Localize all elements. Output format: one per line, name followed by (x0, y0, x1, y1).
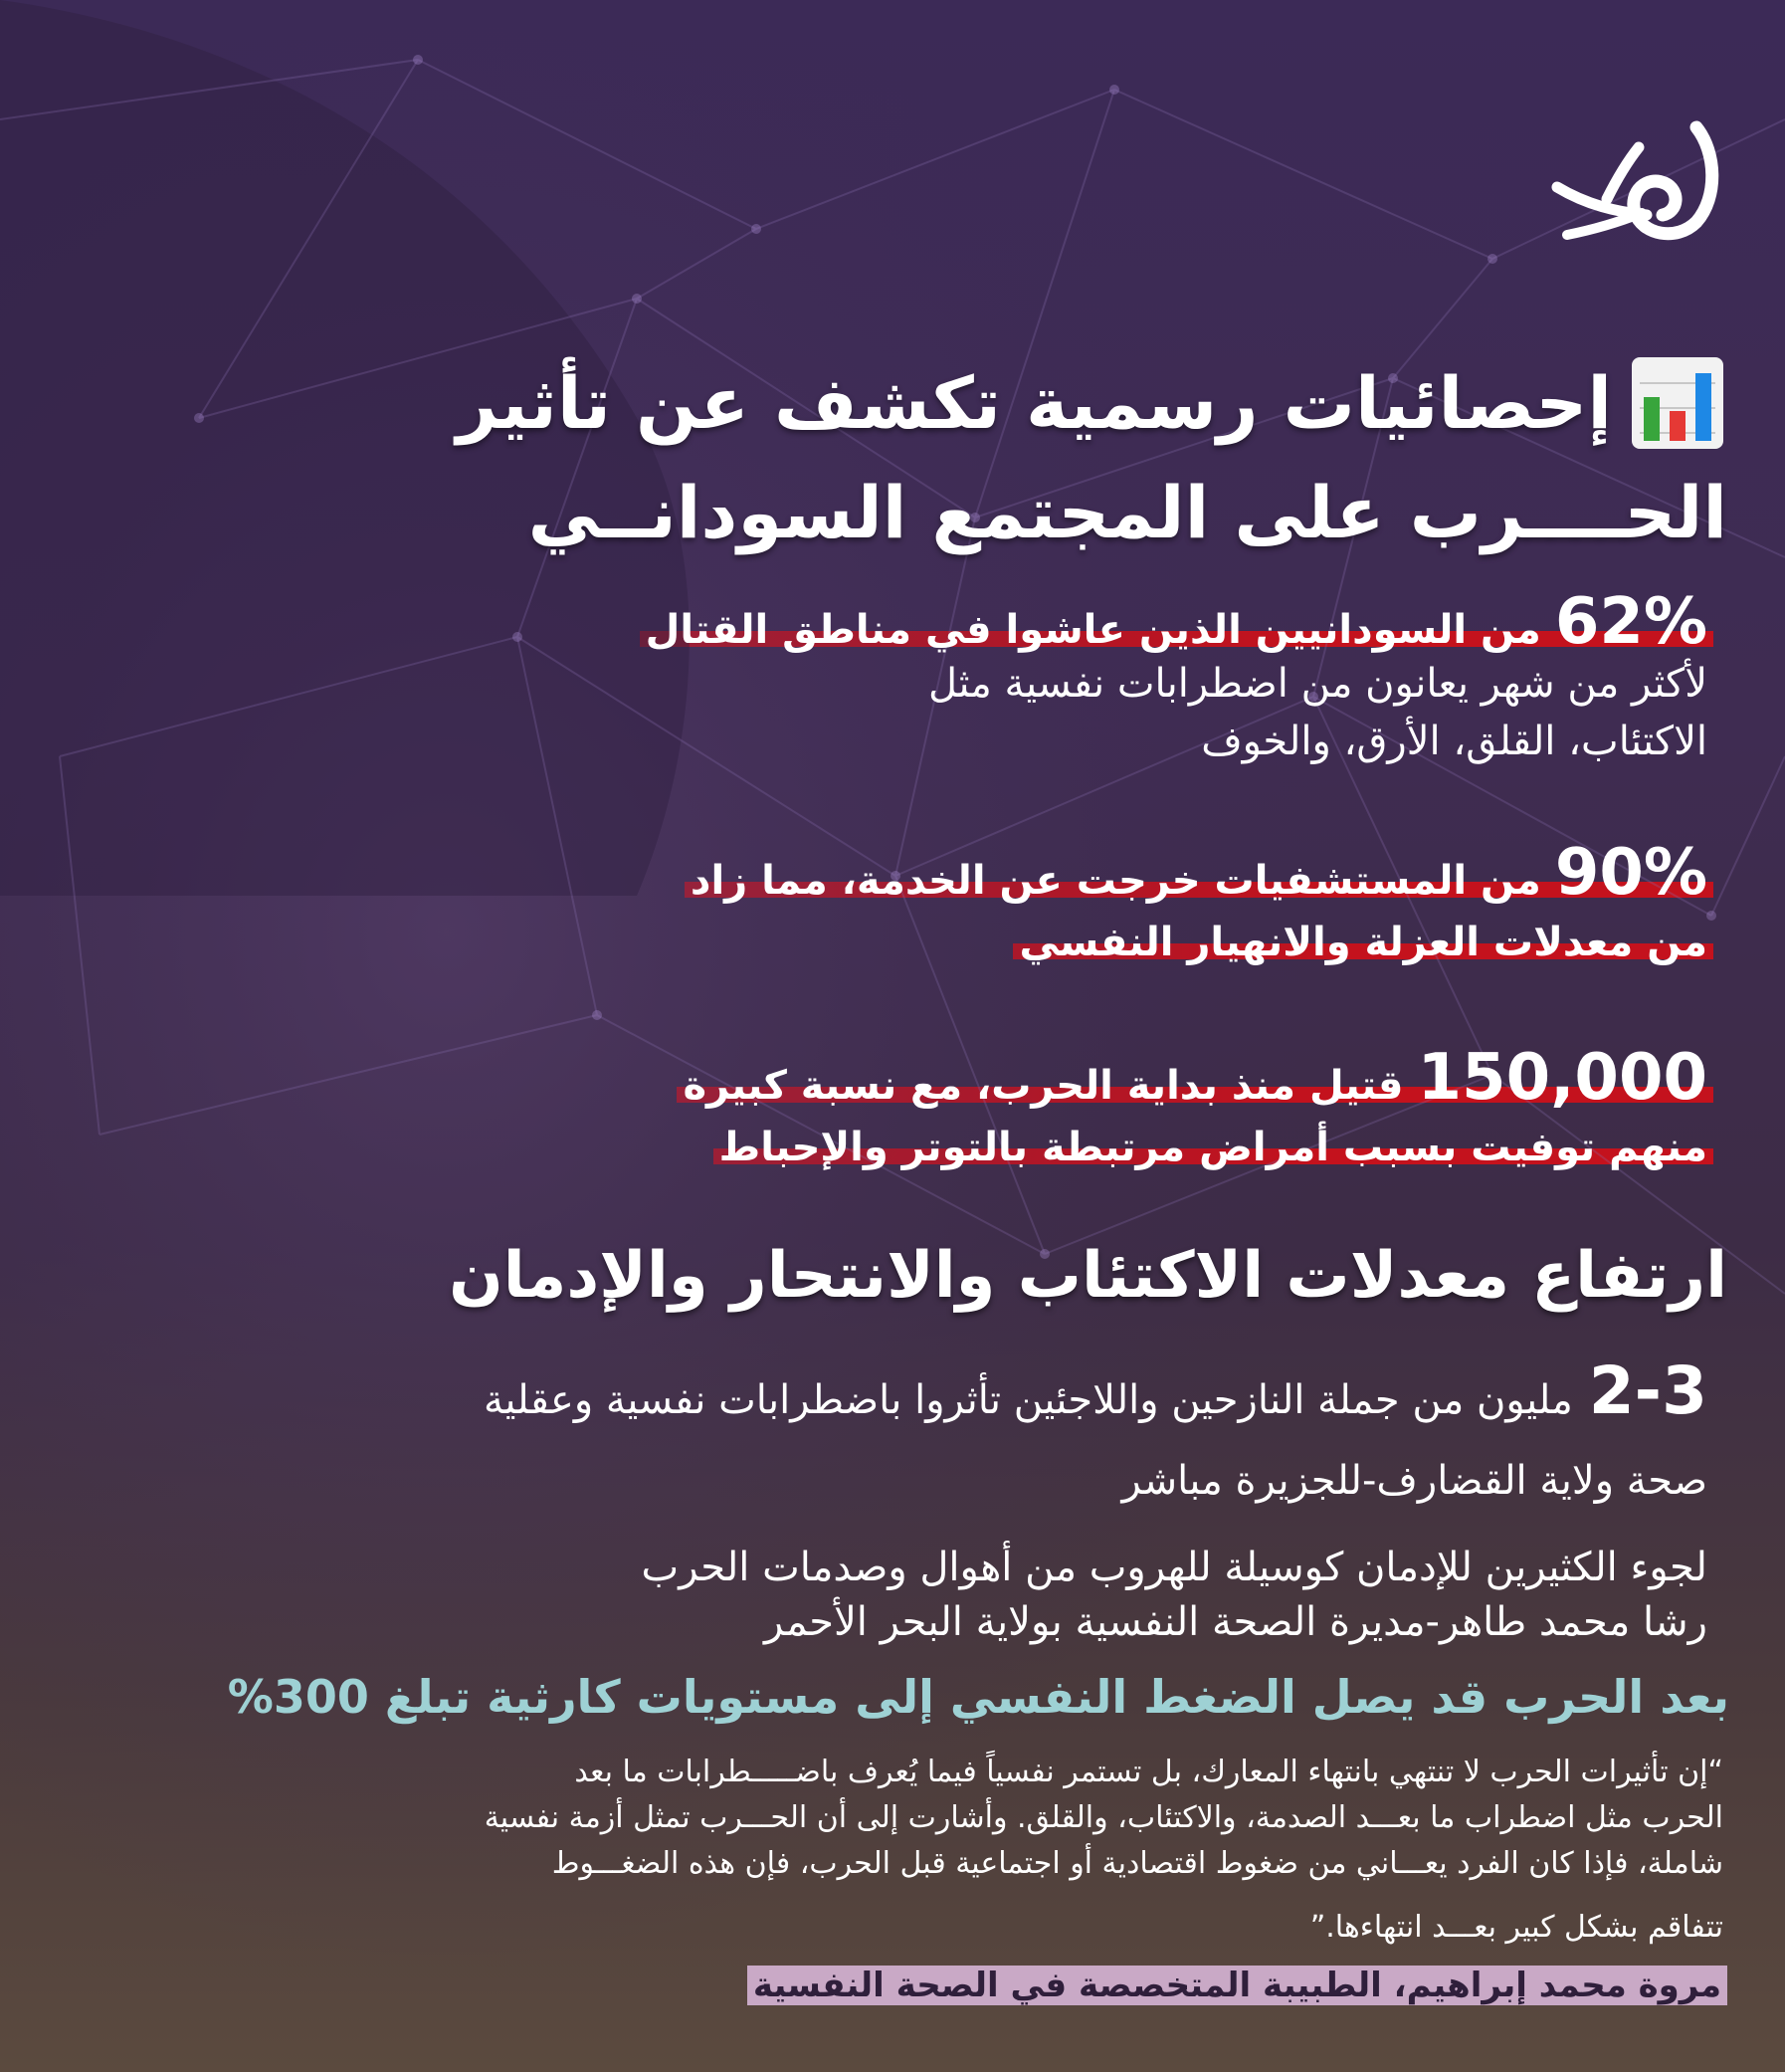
section-title: ارتفاع معدلات الاكتئاب والانتحار والإدمان (449, 1239, 1727, 1313)
quote-line-1: “إن تأثيرات الحرب لا تنتهي بانتهاء المعارك، بل تستمر نفسياً فيما يُعرف باضـــــطرابات ما بعد (574, 1755, 1723, 1789)
quote-line-3: شاملة، فإذا كان الفرد يعـــاني من ضغوط اقتصادية أو اجتماعية قبل الحرب، فإن هذه الضغـــوط (551, 1846, 1723, 1881)
stat-62-number: 62% (1554, 585, 1707, 659)
stress-accent-line: بعد الحرب قد يصل الضغط النفسي إلى مستويات كارثية تبلغ 300% (227, 1670, 1729, 1724)
stat-150000-highlight: قتيل منذ بداية الحرب، مع نسبة كبيرة (683, 1063, 1404, 1109)
hala-logo-icon (1547, 117, 1726, 247)
stat-90-highlight-2: من معدلات العزلة والانهيار النفسي (1019, 920, 1707, 965)
displaced-number: 2-3 (1588, 1352, 1707, 1429)
quote-author (747, 1966, 1727, 2005)
stat-150000-number: 150,000 (1417, 1041, 1707, 1115)
stat-150000 (683, 1041, 1707, 1172)
bar-chart-icon (1628, 353, 1727, 453)
stat-90 (690, 836, 1707, 967)
stat-62 (645, 585, 1707, 770)
quote-author-name: مروة محمد إبراهيم، الطبيبة المتخصصة في الصحة النفسية (747, 1966, 1727, 2005)
source-gedaref: صحة ولاية القضارف-للجزيرة مباشر (1121, 1458, 1707, 1504)
title-line-1: إحصائيات رسمية تكشف عن تأثير (456, 361, 1612, 445)
source-red-sea: رشا محمد طاهر-مديرة الصحة النفسية بولاية البحر الأحمر (764, 1599, 1707, 1645)
displaced-stat (483, 1352, 1707, 1430)
main-title (457, 348, 1727, 567)
displaced-text: مليون من جملة النازحين واللاجئين تأثروا باضطرابات نفسية وعقلية (483, 1377, 1573, 1423)
stat-150000-highlight-2: منهم توفيت بسبب أمراض مرتبطة بالتوتر والإحباط (718, 1125, 1707, 1170)
quote-line-4: تتفاقم بشكل كبير بعـــد انتهاءها.” (1309, 1910, 1723, 1945)
stat-62-body-line-1: لأكثر من شهر يعانون من اضطرابات نفسية مثل (928, 661, 1707, 707)
quote-line-2: الحرب مثل اضطراب ما بعـــد الصدمة، والاكتئاب، والقلق. وأشارت إلى أن الحـــرب تمثل أزمة نفسية (484, 1800, 1723, 1835)
addiction-text: لجوء الكثيرين للإدمان كوسيلة للهروب من أهوال وصدمات الحرب (641, 1545, 1707, 1590)
quote-block (161, 1750, 1723, 1951)
title-line-2: الحــــرب على المجتمع السودانــي (527, 471, 1727, 554)
stat-62-highlight: من السودانيين الذين عاشوا في مناطق القتال (645, 607, 1541, 653)
stat-62-body-line-2: الاكتئاب، القلق، الأرق، والخوف (1201, 719, 1707, 764)
stat-90-number: 90% (1554, 836, 1707, 910)
stat-90-highlight: من المستشفيات خرجت عن الخدمة، مما زاد (690, 858, 1541, 904)
